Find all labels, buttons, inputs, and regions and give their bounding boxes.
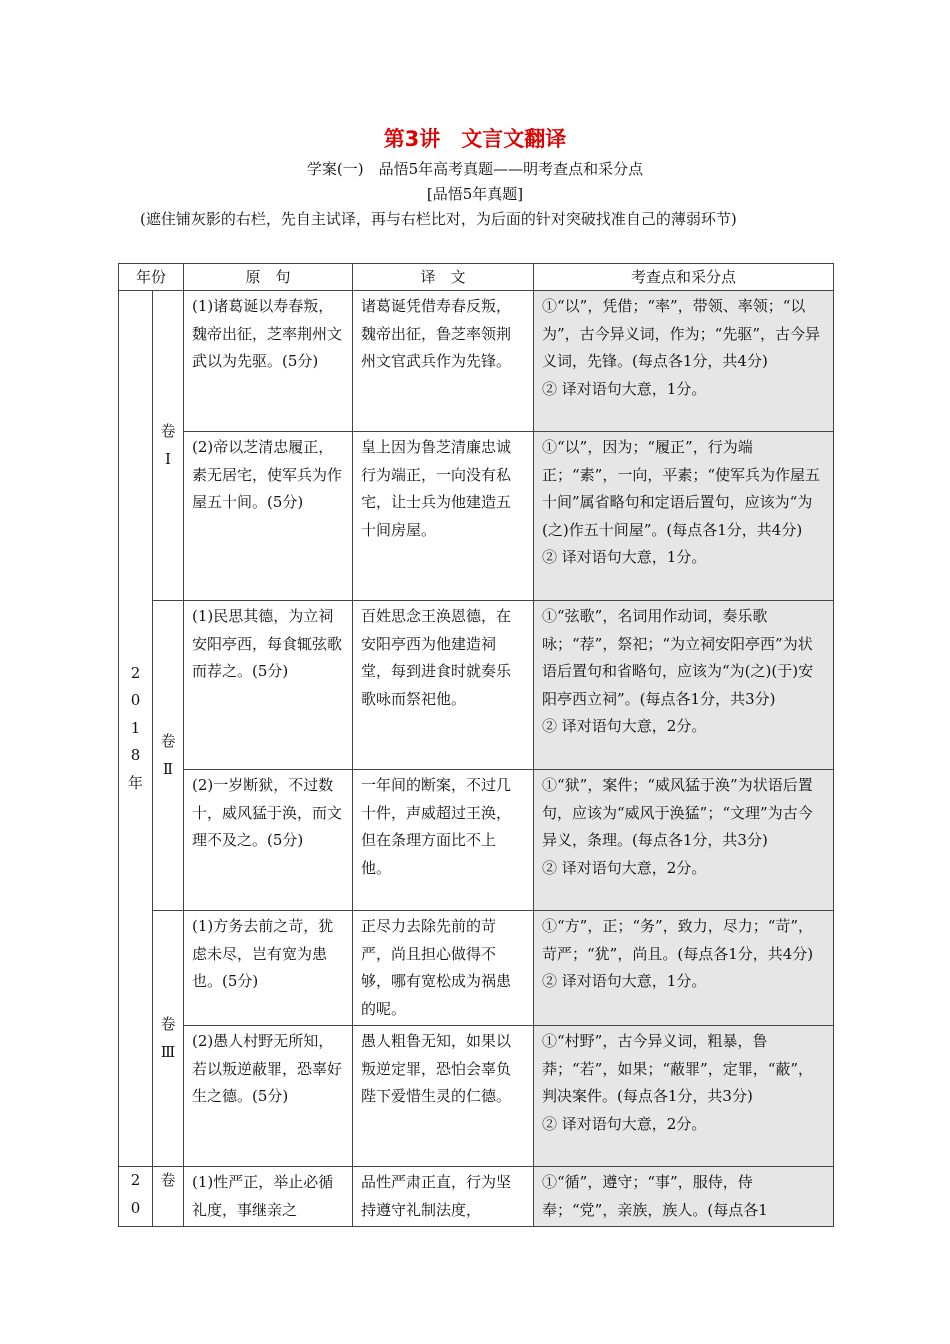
original-cell: (2)愚人村野无所知，若以叛逆蔽罪，恐辜好生之德。(5分) xyxy=(184,1026,353,1167)
original-cell: (1)性严正，举止必循礼度，事继亲之 xyxy=(184,1167,353,1227)
year-cell: 2 0 1 8 年 xyxy=(119,291,153,1167)
table-row xyxy=(119,1167,834,1227)
table-row xyxy=(119,1026,834,1167)
header-year: 年份 xyxy=(119,264,184,291)
points-cell: ①“村野”，古今异义词，粗暴，鲁莽；“若”，如果；“蔽罪”，定罪，“蔽”，判决案件。(每点各1分，共3分) ② 译对语句大意，2分。 xyxy=(534,1026,834,1167)
translation-cell: 皇上因为鲁芝清廉忠诚行为端正，一向没有私宅，让士兵为他建造五十间房屋。 xyxy=(353,432,534,601)
points-cell: ①“以”，因为；“履正”，行为端正；“素”，一向，平素；“使军兵为作屋五十间”属省略句和定语后置句，应该为“为(之)作五十间屋”。(每点各1分，共4分) ② 译对语句大意，1分。 xyxy=(534,432,834,601)
original-cell: (1)民思其德，为立祠安阳亭西，每食辄弦歌而荐之。(5分) xyxy=(184,601,353,770)
table-header-row xyxy=(119,264,834,291)
header-original: 原 句 xyxy=(184,264,353,291)
section-label: [品悟5年真题] xyxy=(426,185,524,203)
points-cell: ①“弦歌”，名词用作动词，奏乐歌咏；“荐”，祭祀；“为立祠安阳亭西”为状语后置句和省略句，应该为“为(之)(于)安阳亭西立祠”。(每点各1分，共3分) ② 译对语句大意，2分。 xyxy=(534,601,834,770)
table-row xyxy=(119,432,834,601)
original-cell: (1)诸葛诞以寿春叛，魏帝出征，芝率荆州文武以为先驱。(5分) xyxy=(184,291,353,432)
translation-cell: 诸葛诞凭借寿春反叛，魏帝出征，鲁芝率领荆州文官武兵作为先锋。 xyxy=(353,291,534,432)
translation-cell: 愚人粗鲁无知，如果以叛逆定罪，恐怕会辜负陛下爱惜生灵的仁德。 xyxy=(353,1026,534,1167)
volume-cell: 卷 xyxy=(153,1167,184,1227)
subtitle: 学案(一) 品悟5年高考真题——明考查点和采分点 xyxy=(306,160,644,178)
original-cell: (1)方务去前之苛，犹虑未尽，岂有宽为患也。(5分) xyxy=(184,911,353,1026)
table-row xyxy=(119,601,834,770)
table-row xyxy=(119,911,834,1026)
original-cell: (2)帝以芝清忠履正，素无居宅，使军兵为作屋五十间。(5分) xyxy=(184,432,353,601)
translation-cell: 百姓思念王涣恩德，在安阳亭西为他建造祠堂，每到进食时就奏乐歌咏而祭祀他。 xyxy=(353,601,534,770)
translation-cell: 一年间的断案，不过几十件，声威超过王涣，但在条理方面比不上他。 xyxy=(353,770,534,911)
volume-cell: 卷 Ⅰ xyxy=(153,291,184,601)
table-row xyxy=(119,291,834,432)
header-translation: 译 文 xyxy=(353,264,534,291)
translation-table xyxy=(118,263,834,1227)
page-title: 第3讲 文言文翻译 xyxy=(383,127,567,151)
translation-cell: 品性严肃正直，行为坚持遵守礼制法度， xyxy=(353,1167,534,1227)
instruction-text: (遮住铺灰影的右栏，先自主试译，再与右栏比对，为后面的针对突破找准自己的薄弱环节) xyxy=(140,210,737,228)
volume-cell: 卷 Ⅱ xyxy=(153,601,184,911)
table-row xyxy=(119,770,834,911)
translation-cell: 正尽力去除先前的苛严，尚且担心做得不够，哪有宽松成为祸患的呢。 xyxy=(353,911,534,1026)
year-cell: 2 0 xyxy=(119,1167,153,1227)
original-cell: (2)一岁断狱，不过数十，威风猛于涣，而文理不及之。(5分) xyxy=(184,770,353,911)
points-cell: ①“狱”，案件；“威风猛于涣”为状语后置句，应该为“威风于涣猛”；“文理”为古今异义，条理。(每点各1分，共3分) ② 译对语句大意，2分。 xyxy=(534,770,834,911)
header-points: 考查点和采分点 xyxy=(534,264,834,291)
points-cell: ①“方”，正；“务”，致力，尽力；“苛”，苛严；“犹”，尚且。(每点各1分，共4分) ② 译对语句大意，1分。 xyxy=(534,911,834,1026)
points-cell: ①“循”，遵守；“事”，服侍，侍奉；“党”，亲族，族人。(每点各1 xyxy=(534,1167,834,1227)
volume-cell: 卷 Ⅲ xyxy=(153,911,184,1167)
points-cell: ①“以”，凭借；“率”，带领、率领；“以为”，古今异义词，作为；“先驱”，古今异义词，先锋。(每点各1分，共4分) ② 译对语句大意，1分。 xyxy=(534,291,834,432)
